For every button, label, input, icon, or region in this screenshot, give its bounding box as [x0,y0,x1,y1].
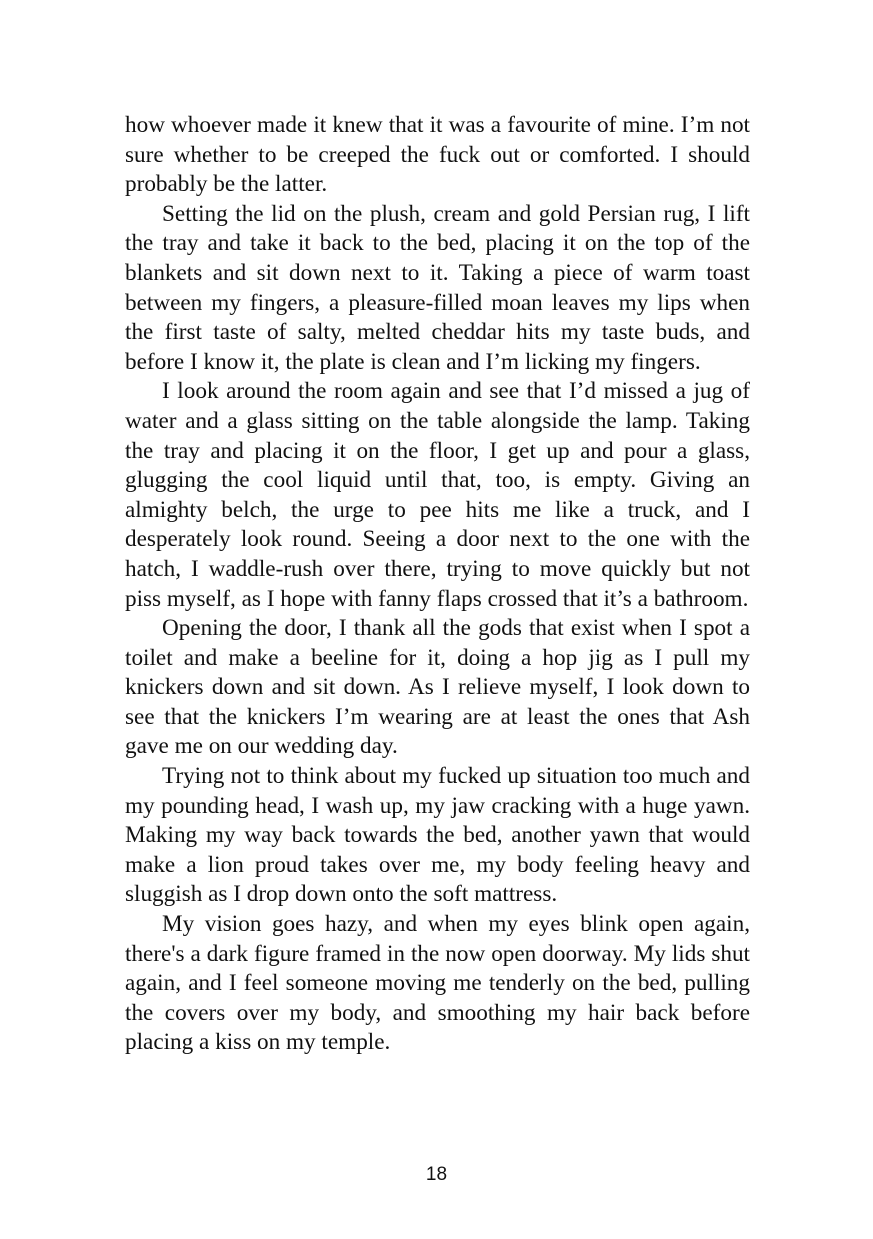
paragraph-1: how whoever made it knew that it was a favourite of mine. I’m not sure whether to be creeped the fuck out or comforted. I should probably be the latter. [125,112,750,198]
page-number: 18 [425,1164,448,1185]
paragraph-5: Trying not to think about my fucked up situation too much and my pounding head, I wash up, my jaw cracking with a huge yawn. Making my way back towards the bed, another yawn that would make a lion proud takes over me, my body feeling heavy and sluggish as I drop down onto the soft mattress. [125,763,750,908]
paragraph-4: Opening the door, I thank all the gods that exist when I spot a toilet and make a beeline for it, doing a hop jig as I pull my knickers down and sit down. As I relieve myself, I look down to see that the knickers I’m wearing are at least the ones that Ash gave me on our wedding day. [125,615,750,760]
paragraph-2: Setting the lid on the plush, cream and gold Persian rug, I lift the tray and take it back to the bed, placing it on the top of the blankets and sit down next to it. Taking a piece of warm toast between my fingers, a pleasure-filled moan leaves my lips when the first taste of salty, melted cheddar hits my taste buds, and before I know it, the plate is clean and I’m licking my fingers. [125,200,750,375]
paragraph-6: My vision goes hazy, and when my eyes blink open again, there's a dark figure framed in the now open doorway. My lids shut again, and I feel someone moving me tenderly on the bed, pulling the covers over my body, and smoothing my hair back before placing a kiss on my temple. [125,911,750,1056]
body-text [125,111,750,1058]
paragraph-3: I look around the room again and see that I’d missed a jug of water and a glass sitting on the table alongside the lamp. Taking the tray and placing it on the floor, I get up and pour a glass, glugging the cool liquid until that, too, is empty. Giving an almighty belch, the urge to pee hits me like a truck, and I desperately look round. Seeing a door next to the one with the hatch, I waddle-rush over there, trying to move quickly but not piss myself, as I hope with fanny flaps crossed that it’s a bathroom. [125,378,750,612]
